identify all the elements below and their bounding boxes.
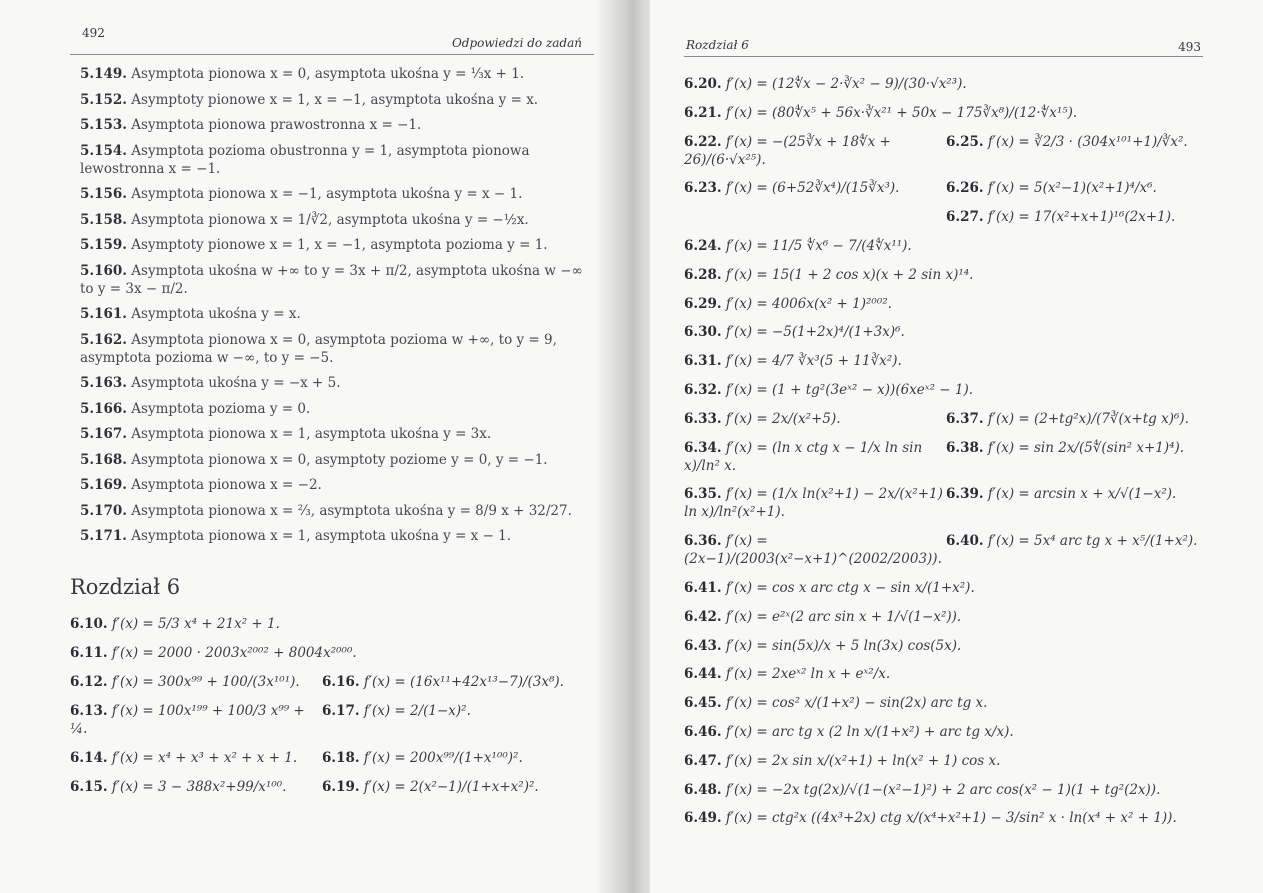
derivative-row: 6.29. f′(x) = 4006x(x² + 1)²⁰⁰². — [684, 295, 892, 312]
derivative-row: 6.33. f′(x) = 2x/(x²+5). 6.37. f′(x) = (2+tg²x)/(7∛(x+tg x)⁶). — [684, 410, 1189, 427]
answer-item: 5.169. Asymptota pionowa x = −2. — [80, 477, 322, 493]
answer-item: 5.158. Asymptota pionowa x = 1/∛2, asymptota ukośna y = −½x. — [80, 211, 529, 228]
derivative-row: 6.24. f′(x) = 11/5 ∜x⁶ − 7/(4∜x¹¹). — [684, 237, 912, 254]
derivative-row: 6.23. f′(x) = (6+52∛x⁴)/(15∛x³). 6.26. f′(x) = 5(x²−1)(x²+1)⁴/x⁶. — [684, 180, 1157, 197]
derivative-row: 6.32. f′(x) = (1 + tg²(3eˣ² − x))(6xeˣ² − 1). — [684, 381, 974, 398]
derivative-row: 6.14. f′(x) = x⁴ + x³ + x² + x + 1. 6.18. f′(x) = 200x⁹⁹/(1+x¹⁰⁰)². — [70, 750, 523, 766]
right-page-header — [684, 34, 1203, 57]
answer-item: 5.153. Asymptota pionowa prawostronna x = −1. — [80, 117, 422, 133]
answer-item: 5.159. Asymptoty pionowe x = 1, x = −1, asymptota pozioma y = 1. — [80, 237, 548, 253]
derivative-row: 6.36. f′(x) = (2x−1)/(2003(x²−x+1)^(2002/2003)). 6.40. f′(x) = 5x⁴ arc tg x + x⁵/(1+x²). — [684, 533, 1198, 568]
derivative-row: 6.13. f′(x) = 100x¹⁹⁹ + 100/3 x⁹⁹ + ¼. 6.17. f′(x) = 2/(1−x)². — [70, 703, 471, 737]
derivative-row: 6.44. f′(x) = 2xeˣ² ln x + eˣ²/x. — [684, 666, 891, 683]
answer-item: 5.167. Asymptota pionowa x = 1, asymptota ukośna y = 3x. — [80, 426, 492, 442]
derivative-row: 6.48. f′(x) = −2x tg(2x)/√(1−(x²−1)²) + 2 arc cos(x² − 1)(1 + tg²(2x)). — [684, 781, 1161, 798]
answer-item: 5.160. Asymptota ukośna w +∞ to y = 3x + π/2, asymptota ukośna w −∞ to y = 3x − π/2. — [80, 262, 583, 297]
derivative-row: 6.22. f′(x) = −(25∛x + 18∜x + 26)/(6·√x²⁵). 6.25. f′(x) = ∛2/3 · (304x¹⁰¹+1)/∛x². — [684, 133, 1188, 168]
derivative-row: 6.49. f′(x) = ctg²x ((4x³+2x) ctg x/(x⁴+x²+1) − 3/sin² x · ln(x⁴ + x² + 1)). — [684, 810, 1177, 827]
derivative-row: 6.20. f′(x) = (12∜x − 2·∛x² − 9)/(30·√x²³). — [684, 76, 967, 92]
derivative-row: 6.43. f′(x) = sin(5x)/x + 5 ln(3x) cos(5x). — [684, 637, 962, 654]
derivative-row: 6.10. f′(x) = 5/3 x⁴ + 21x² + 1. — [70, 616, 280, 632]
answer-item: 5.170. Asymptota pionowa x = ⅔, asymptota ukośna y = 8/9 x + 32/27. — [80, 502, 572, 519]
derivative-row: 6.31. f′(x) = 4/7 ∛x³(5 + 11∛x²). — [684, 353, 902, 370]
chapter-heading: Rozdział 6 — [70, 575, 181, 599]
answer-item: 5.161. Asymptota ukośna y = x. — [80, 306, 301, 322]
derivative-row: 6.45. f′(x) = cos² x/(1+x²) − sin(2x) arc tg x. — [684, 695, 988, 712]
answer-item: 5.156. Asymptota pionowa x = −1, asymptota ukośna y = x − 1. — [80, 186, 523, 202]
answer-item: 5.163. Asymptota ukośna y = −x + 5. — [80, 375, 341, 391]
running-head-left: Odpowiedzi do zadań — [451, 36, 582, 50]
left-page — [0, 0, 612, 893]
answer-item: 5.152. Asymptoty pionowe x = 1, x = −1, asymptota ukośna y = x. — [80, 91, 539, 108]
running-head-right: Rozdział 6 — [686, 38, 749, 52]
derivative-row: 6.34. f′(x) = (ln x ctg x − 1/x ln sin x)/ln² x. 6.38. f′(x) = sin 2x/(5∜(sin² x+1)⁴). — [684, 439, 1185, 474]
derivative-row: 6.41. f′(x) = cos x arc ctg x − sin x/(1+x²). — [684, 579, 975, 596]
derivative-row: 6.21. f′(x) = (80∜x⁵ + 56x·∛x²¹ + 50x − 175∛x⁸)/(12·∜x¹⁵). — [684, 104, 1078, 121]
derivative-row: 6.30. f′(x) = −5(1+2x)⁴/(1+3x)⁶. — [684, 324, 905, 341]
derivative-answers-left — [70, 615, 594, 796]
derivative-row: 6.42. f′(x) = e²ˣ(2 arc sin x + 1/√(1−x²)). — [684, 608, 962, 625]
derivative-row: 6.12. f′(x) = 300x⁹⁹ + 100/(3x¹⁰¹). 6.16. f′(x) = (16x¹¹+42x¹³−7)/(3x⁸). — [70, 674, 564, 690]
left-page-header — [70, 24, 594, 55]
answer-item: 5.154. Asymptota pozioma obustronna y = 1, asymptota pionowa lewostronna x = −1. — [80, 142, 530, 177]
derivative-row: 6.35. f′(x) = (1/x ln(x²+1) − 2x/(x²+1) ln x)/ln²(x²+1). 6.39. f′(x) = arcsin x + x/√(1−x²). — [684, 486, 1177, 521]
answer-item: 5.171. Asymptota pionowa x = 1, asymptota ukośna y = x − 1. — [80, 528, 512, 544]
derivative-row: 6.11. f′(x) = 2000 · 2003x²⁰⁰² + 8004x²⁰⁰⁰. — [70, 645, 357, 661]
page-number-right: 493 — [1178, 40, 1201, 54]
derivative-row: 6.28. f′(x) = 15(1 + 2 cos x)(x + 2 sin x)¹⁴. — [684, 266, 974, 283]
derivative-answers-right — [684, 75, 1203, 827]
derivative-row: 6.47. f′(x) = 2x sin x/(x²+1) + ln(x² + 1) cos x. — [684, 752, 1001, 769]
answer-item: 5.166. Asymptota pozioma y = 0. — [80, 400, 311, 417]
page-number-left: 492 — [82, 26, 105, 40]
answer-item: 5.149. Asymptota pionowa x = 0, asymptota ukośna y = ⅓x + 1. — [80, 66, 525, 82]
derivative-row: 6.15. f′(x) = 3 − 388x²+99/x¹⁰⁰. 6.19. f′(x) = 2(x²−1)/(1+x+x²)². — [70, 779, 539, 795]
answer-item: 5.168. Asymptota pionowa x = 0, asymptoty poziome y = 0, y = −1. — [80, 451, 548, 468]
right-page — [650, 0, 1263, 893]
answer-item: 5.162. Asymptota pionowa x = 0, asymptota pozioma w +∞, to y = 9, asymptota pozioma w −∞, to y = −5. — [80, 331, 557, 366]
asymptote-answers — [70, 65, 594, 545]
derivative-row: 6.27. f′(x) = 17(x²+x+1)¹⁶(2x+1). — [946, 209, 1176, 226]
derivative-row: 6.46. f′(x) = arc tg x (2 ln x/(1+x²) + arc tg x/x). — [684, 723, 1014, 740]
